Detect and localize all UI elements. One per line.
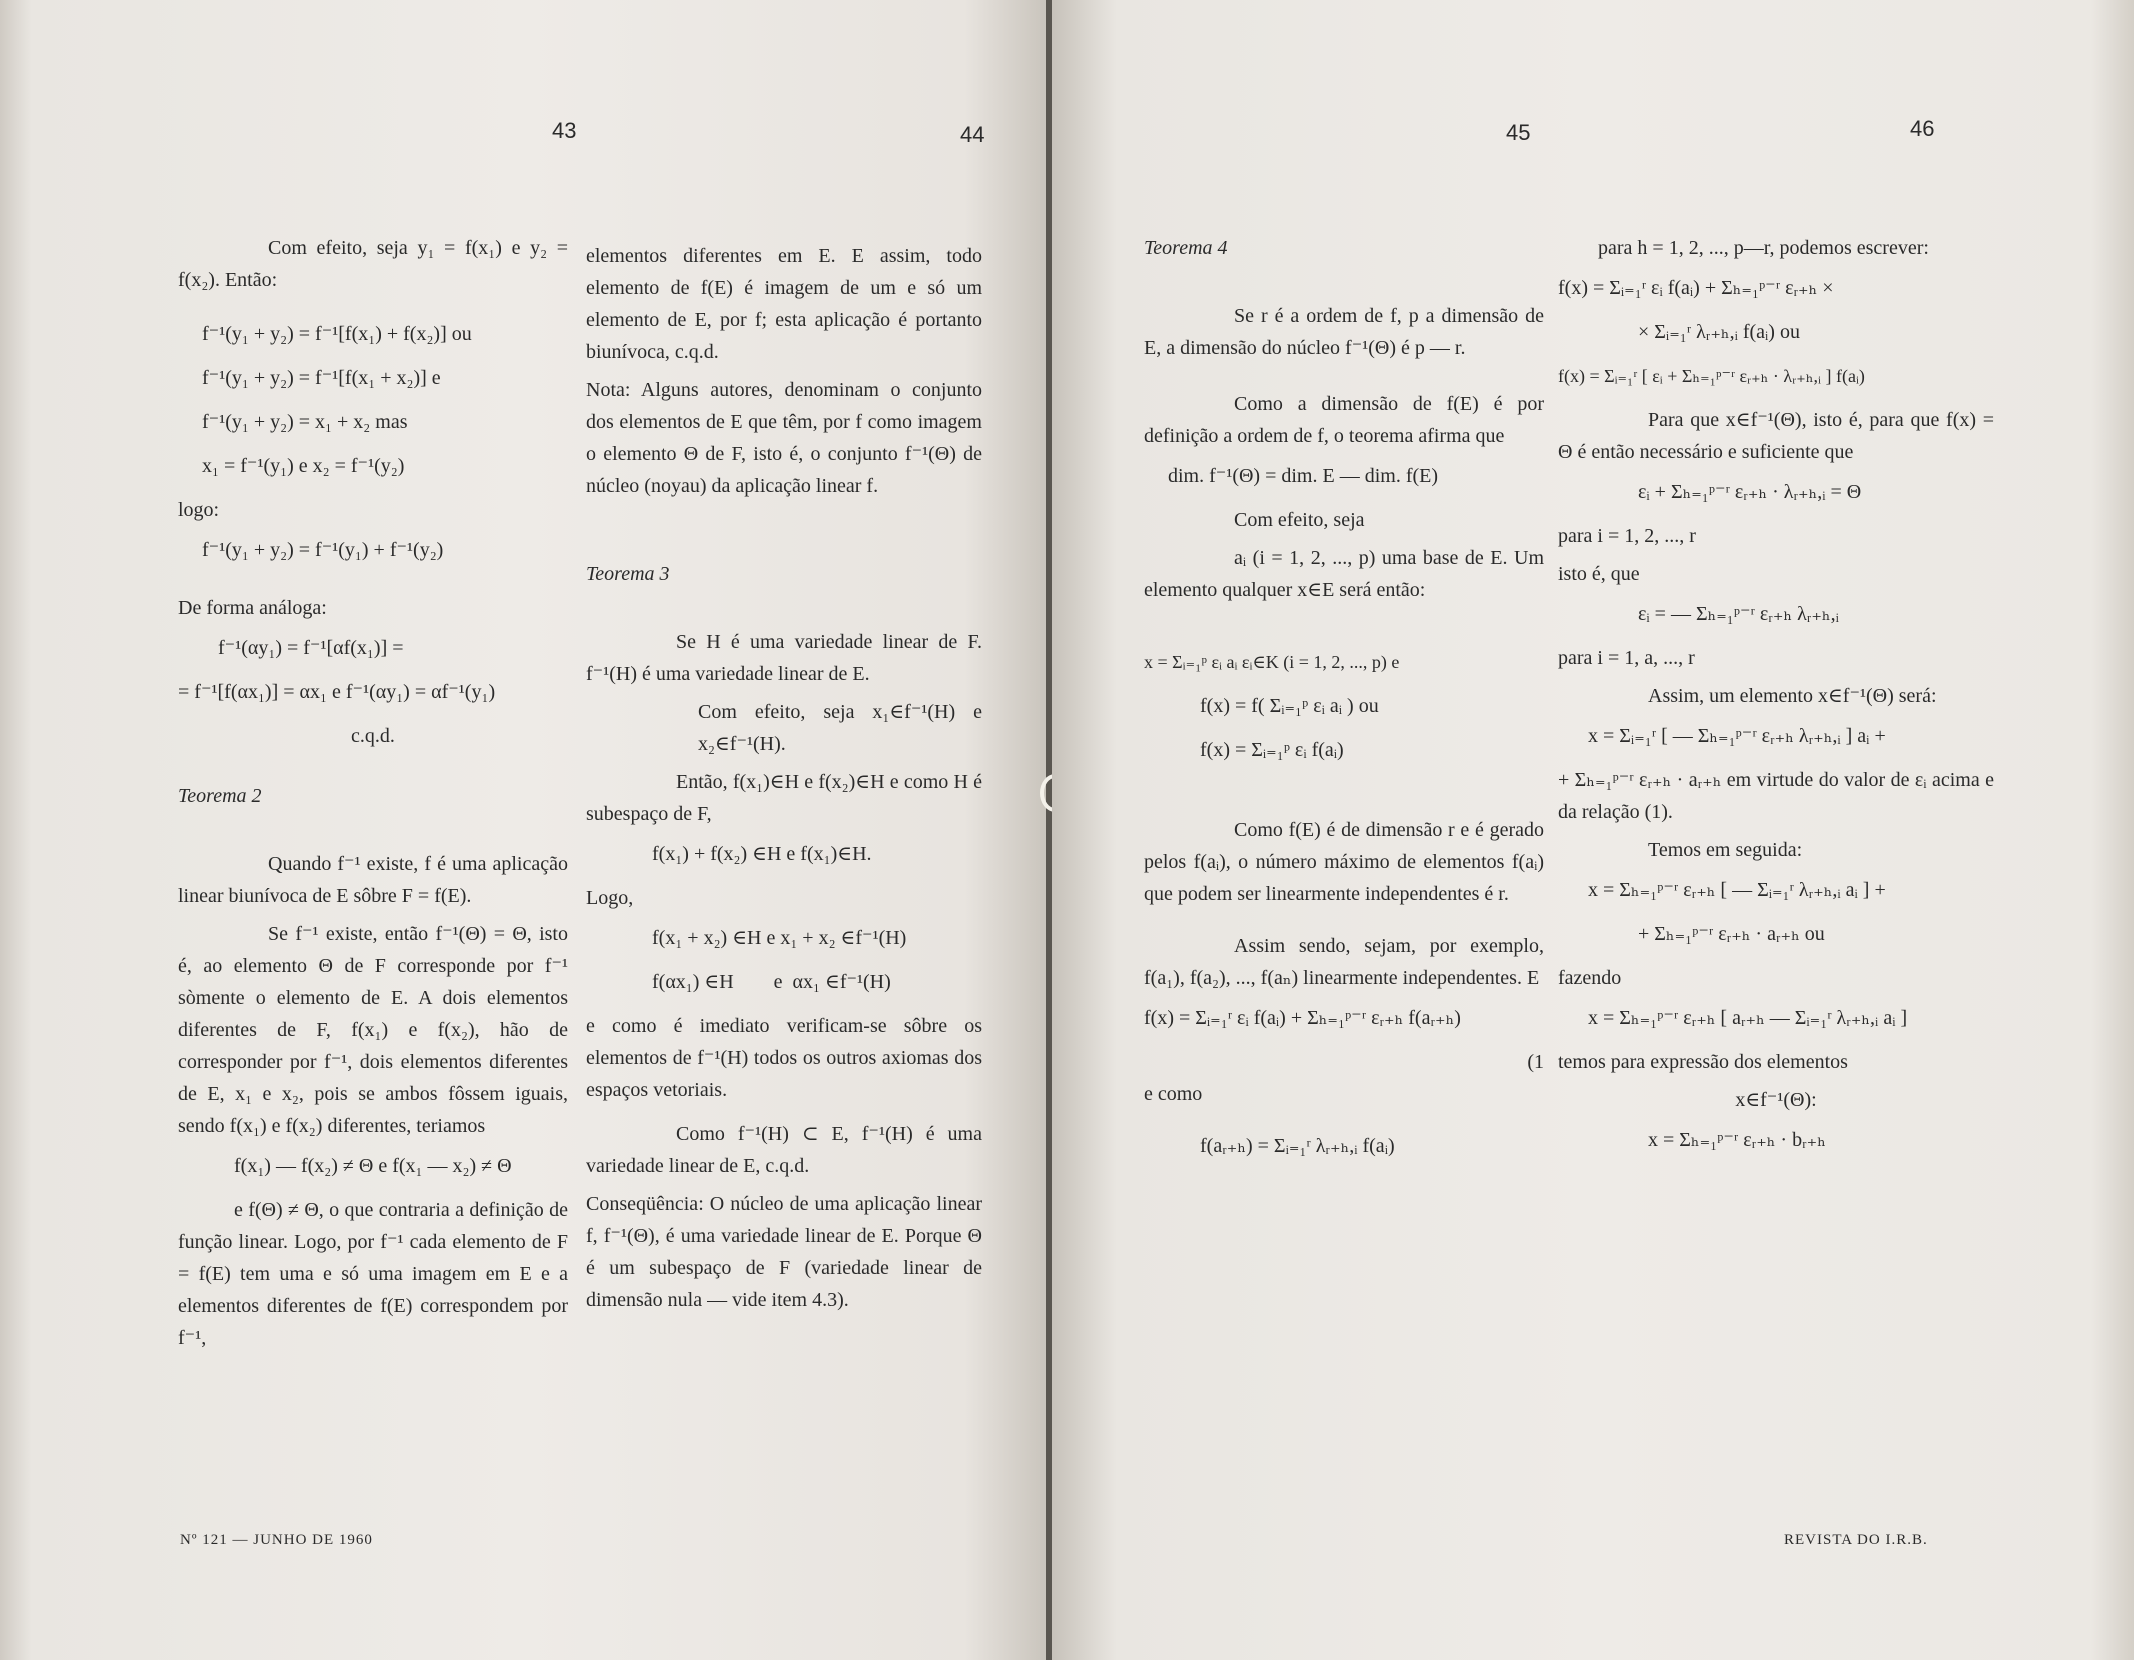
paragraph: Se f⁻¹ existe, então f⁻¹(Θ) = Θ, isto é, ao elemento Θ de F corresponde por f⁻¹ sòmente o elemento de E. A dois elementos diferentes de F, f(x₁) e f(x₂), hão de corresponder por f⁻¹, dois elementos diferentes de E, x₁ e x₂, pois se ambos fôssem iguais, sendo f(x₁) e f(x₂) diferentes, teriamos	[178, 923, 568, 1137]
paragraph: elementos diferentes em E. E assim, todo elemento de f(E) é imagem de um e só um elemento de E, por f; esta aplicação é portanto biunívoca, c.q.d.	[586, 245, 982, 363]
equation: dim. f⁻¹(Θ) = dim. E — dim. f(E)	[1168, 465, 1439, 487]
text-line: para i = 1, 2, ..., r	[1558, 525, 1696, 547]
text-line: para i = 1, a, ..., r	[1558, 647, 1695, 669]
equation: f(x) = Σᵢ₌₁ʳ εᵢ f(aᵢ) + Σₕ₌₁ᵖ⁻ʳ εᵣ₊ₕ ×	[1558, 277, 1834, 299]
theorem-heading: Teorema 2	[178, 785, 262, 807]
equation: f(aᵣ₊ₕ) = Σᵢ₌₁ʳ λᵣ₊ₕ,ᵢ f(aᵢ)	[1200, 1135, 1395, 1157]
equation: f(αx₁) ∈H e αx₁ ∈f⁻¹(H)	[652, 971, 891, 993]
text-line: isto é, que	[1558, 563, 1640, 585]
page-number-43: 43	[552, 118, 577, 143]
equation: x = Σᵢ₌₁ᵖ εᵢ aᵢ εᵢ∈K (i = 1, 2, ..., p) e	[1144, 652, 1400, 672]
right-page	[1052, 0, 2134, 1660]
equation: f⁻¹(y₁ + y₂) = x₁ + x₂ mas	[202, 411, 408, 433]
equation: f⁻¹(y₁ + y₂) = f⁻¹[f(x₁) + f(x₂)] ou	[202, 323, 472, 345]
paragraph: Como f(E) é de dimensão r e é gerado pelos f(aᵢ), o número máximo de elementos f(aᵢ) que podem ser linearmente independentes é r.	[1144, 819, 1544, 905]
paragraph: + Σₕ₌₁ᵖ⁻ʳ εᵣ₊ₕ · aᵣ₊ₕ em virtude do valor de εᵢ acima e da relação (1).	[1558, 769, 1994, 823]
paragraph: para h = 1, 2, ..., p—r, podemos escrever:	[1598, 237, 1929, 259]
equation: x = Σₕ₌₁ᵖ⁻ʳ εᵣ₊ₕ · bᵣ₊ₕ	[1648, 1129, 1826, 1151]
paragraph: Como a dimensão de f(E) é por definição a ordem de f, o teorema afirma que	[1144, 393, 1544, 447]
paragraph: Com efeito, seja x₁∈f⁻¹(H) e x₂∈f⁻¹(H).	[698, 701, 982, 755]
column-page-44	[586, 240, 982, 1322]
equation: x₁ = f⁻¹(y₁) e x₂ = f⁻¹(y₂)	[202, 455, 405, 477]
equation: = f⁻¹[f(αx₁)] = αx₁ e f⁻¹(αy₁) = αf⁻¹(y₁)	[178, 681, 496, 703]
paragraph: Quando f⁻¹ existe, f é uma aplicação linear biunívoca de E sôbre F = f(E).	[178, 853, 568, 907]
equation: f(x) = Σᵢ₌₁ʳ εᵢ f(aᵢ) + Σₕ₌₁ᵖ⁻ʳ εᵣ₊ₕ f(aᵣ₊ₕ)	[1144, 1007, 1461, 1029]
equation: f(x) = Σᵢ₌₁ᵖ εᵢ f(aᵢ)	[1200, 739, 1344, 761]
text-line: Com efeito, seja	[1234, 509, 1365, 531]
page-number-44: 44	[960, 122, 985, 147]
paragraph: Com efeito, seja y₁ = f(x₁) e y₂ = f(x₂). Então:	[178, 237, 568, 291]
equation: x = Σₕ₌₁ᵖ⁻ʳ εᵣ₊ₕ [ — Σᵢ₌₁ʳ λᵣ₊ₕ,ᵢ aᵢ ] +	[1588, 879, 1886, 901]
theorem-heading: Teorema 4	[1144, 237, 1228, 259]
paragraph: Para que x∈f⁻¹(Θ), isto é, para que f(x) = Θ é então necessário e suficiente que	[1558, 409, 1994, 463]
text-line: Logo,	[586, 887, 634, 909]
paragraph: e f(Θ) ≠ Θ, o que contraria a definição de função linear. Logo, por f⁻¹ cada elemento de F = f(E) tem uma e só uma imagem em E e a elementos diferentes de f(E) correspondem por f⁻¹,	[178, 1199, 568, 1349]
theorem-heading: Teorema 3	[586, 563, 670, 585]
page-number-46: 46	[1910, 116, 1935, 141]
equation: + Σₕ₌₁ᵖ⁻ʳ εᵣ₊ₕ · aᵣ₊ₕ ou	[1638, 923, 1825, 945]
footer-journal: REVISTA DO I.R.B.	[1784, 1532, 1928, 1548]
qed: c.q.d.	[351, 725, 395, 747]
equation: × Σᵢ₌₁ʳ λᵣ₊ₕ,ᵢ f(aᵢ) ou	[1638, 321, 1800, 343]
equation: f(x₁) — f(x₂) ≠ Θ e f(x₁ — x₂) ≠ Θ	[234, 1155, 512, 1177]
note-paragraph: Nota: Alguns autores, denominam o conjunto dos elementos de E que têm, por f como imagem o elemento Θ de F, isto é, o conjunto f⁻¹(Θ) de núcleo (noyau) da aplicação linear f.	[586, 379, 982, 497]
text-line: Temos em seguida:	[1648, 839, 1803, 861]
text-line: fazendo	[1558, 967, 1622, 989]
page-number-45: 45	[1506, 120, 1531, 145]
paragraph: e como é imediato verificam-se sôbre os elementos de f⁻¹(H) todos os outros axiomas dos espaços vetoriais.	[586, 1015, 982, 1101]
equation: εᵢ + Σₕ₌₁ᵖ⁻ʳ εᵣ₊ₕ · λᵣ₊ₕ,ᵢ = Θ	[1638, 481, 1862, 503]
text-line: logo:	[178, 499, 220, 521]
text-line: temos para expressão dos elementos	[1558, 1051, 1848, 1073]
column-page-43	[178, 232, 568, 1360]
paragraph: Então, f(x₁)∈H e f(x₂)∈H e como H é subespaço de F,	[586, 771, 982, 825]
consequence-paragraph: Conseqüência: O núcleo de uma aplicação linear f, f⁻¹(Θ), é uma variedade linear de E. Porque Θ é um subespaço de F (variedade linear de dimensão nula — vide item 4.3).	[586, 1193, 982, 1311]
equation: f⁻¹(αy₁) = f⁻¹[αf(x₁)] =	[218, 637, 404, 659]
footer-issue: Nº 121 — JUNHO DE 1960	[180, 1532, 373, 1548]
paragraph: Assim sendo, sejam, por exemplo, f(a₁), f(a₂), ..., f(aₙ) linearmente independentes. E	[1144, 935, 1544, 989]
text-line: De forma análoga:	[178, 597, 327, 619]
left-page	[0, 0, 1048, 1660]
equation: εᵢ = — Σₕ₌₁ᵖ⁻ʳ εᵣ₊ₕ λᵣ₊ₕ,ᵢ	[1638, 603, 1839, 625]
paragraph: Se H é uma variedade linear de F. f⁻¹(H) é uma variedade linear de E.	[586, 631, 982, 685]
column-page-45	[1144, 232, 1544, 1174]
text-line: e como	[1144, 1083, 1203, 1105]
paragraph: aᵢ (i = 1, 2, ..., p) uma base de E. Um elemento qualquer x∈E será então:	[1144, 547, 1544, 601]
equation: x = Σₕ₌₁ᵖ⁻ʳ εᵣ₊ₕ [ aᵣ₊ₕ — Σᵢ₌₁ʳ λᵣ₊ₕ,ᵢ aᵢ ]	[1588, 1007, 1908, 1029]
paragraph: Assim, um elemento x∈f⁻¹(Θ) será:	[1648, 685, 1937, 707]
equation: x = Σᵢ₌₁ʳ [ — Σₕ₌₁ᵖ⁻ʳ εᵣ₊ₕ λᵣ₊ₕ,ᵢ ] aᵢ +	[1588, 725, 1886, 747]
equation-number: (1	[1527, 1051, 1544, 1073]
equation: f⁻¹(y₁ + y₂) = f⁻¹(y₁) + f⁻¹(y₂)	[202, 539, 444, 561]
text-line: x∈f⁻¹(Θ):	[1735, 1089, 1817, 1111]
equation: f(x₁ + x₂) ∈H e x₁ + x₂ ∈f⁻¹(H)	[652, 927, 907, 949]
equation: f⁻¹(y₁ + y₂) = f⁻¹[f(x₁ + x₂)] e	[202, 367, 441, 389]
paragraph: Se r é a ordem de f, p a dimensão de E, a dimensão do núcleo f⁻¹(Θ) é p — r.	[1144, 305, 1544, 359]
paragraph: Como f⁻¹(H) ⊂ E, f⁻¹(H) é uma variedade linear de E, c.q.d.	[586, 1123, 982, 1177]
equation: f(x) = Σᵢ₌₁ʳ [ εᵢ + Σₕ₌₁ᵖ⁻ʳ εᵣ₊ₕ · λᵣ₊ₕ,ᵢ ] f(aᵢ)	[1558, 366, 1865, 386]
column-page-46	[1558, 232, 1994, 1168]
equation: f(x) = f( Σᵢ₌₁ᵖ εᵢ aᵢ ) ou	[1200, 695, 1379, 717]
equation: f(x₁) + f(x₂) ∈H e f(x₁)∈H.	[652, 843, 872, 865]
